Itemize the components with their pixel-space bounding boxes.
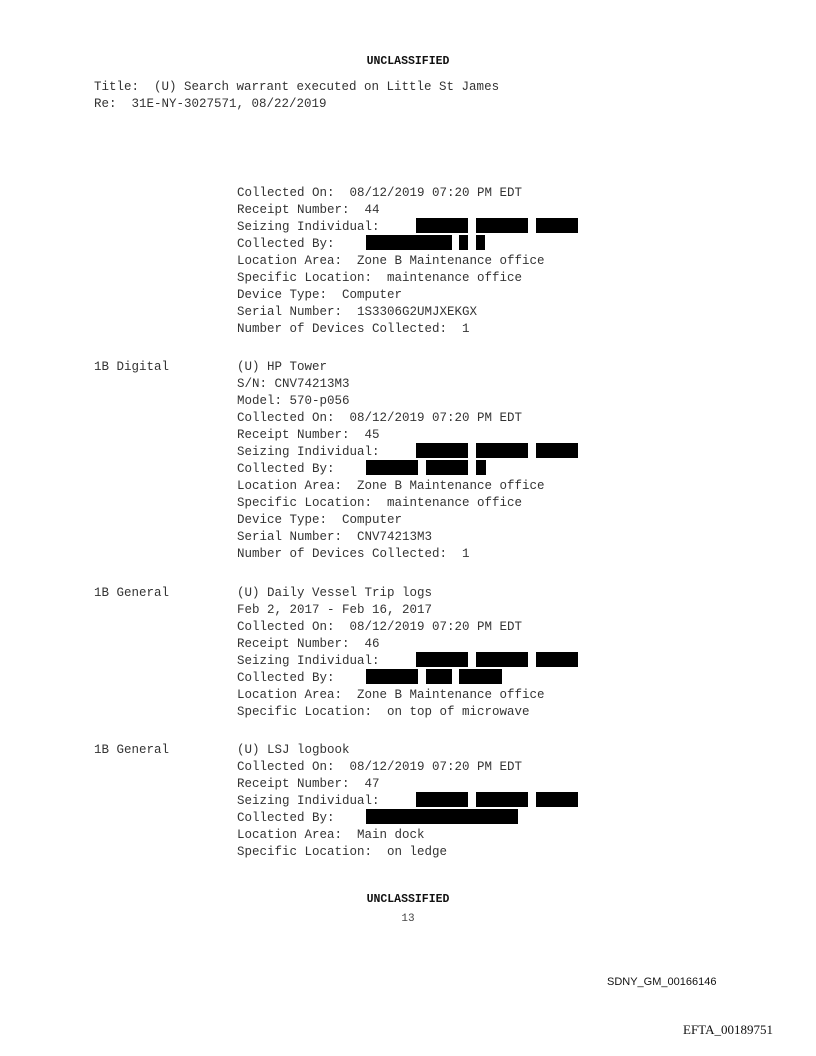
redaction-box [366, 669, 418, 684]
device-type: Device Type: Computer [237, 513, 403, 527]
bates-number: SDNY_GM_00166146 [607, 976, 717, 988]
redaction-box [536, 652, 578, 667]
efta-number: EFTA_00189751 [683, 1022, 773, 1037]
item-description: (U) LSJ logbook [237, 743, 350, 757]
redaction-box [426, 460, 468, 475]
document-reference: Re: 31E-NY-3027571, 08/22/2019 [94, 97, 327, 111]
receipt-number: Receipt Number: 45 [237, 428, 380, 442]
specific-location: Specific Location: maintenance office [237, 271, 523, 285]
location-area: Location Area: Main dock [237, 828, 425, 842]
item-category: 1B General [94, 743, 170, 757]
redaction-box [476, 652, 528, 667]
collected-on: Collected On: 08/12/2019 07:20 PM EDT [237, 186, 523, 200]
receipt-number: Receipt Number: 46 [237, 637, 380, 651]
redaction-box [426, 669, 452, 684]
page-number: 13 [401, 913, 415, 925]
collected-on: Collected On: 08/12/2019 07:20 PM EDT [237, 411, 523, 425]
specific-location: Specific Location: on top of microwave [237, 705, 530, 719]
item-serial: S/N: CNV74213M3 [237, 377, 350, 391]
redaction-box [459, 235, 468, 250]
number-of-devices: Number of Devices Collected: 1 [237, 547, 470, 561]
seizing-individual-label: Seizing Individual: [237, 794, 380, 808]
seizing-individual-label: Seizing Individual: [237, 445, 380, 459]
device-type: Device Type: Computer [237, 288, 403, 302]
collected-by-label: Collected By: [237, 811, 335, 825]
item-description: (U) Daily Vessel Trip logs [237, 586, 433, 600]
redaction-box [476, 218, 528, 233]
seizing-individual-label: Seizing Individual: [237, 654, 380, 668]
classification-header: UNCLASSIFIED [366, 55, 450, 68]
item-date-range: Feb 2, 2017 - Feb 16, 2017 [237, 603, 433, 617]
redaction-box [476, 460, 486, 475]
redaction-box [366, 460, 418, 475]
collected-by-label: Collected By: [237, 462, 335, 476]
item-category: 1B Digital [94, 360, 170, 374]
serial-number: Serial Number: 1S3306G2UMJXEKGX [237, 305, 478, 319]
collected-on: Collected On: 08/12/2019 07:20 PM EDT [237, 620, 523, 634]
location-area: Location Area: Zone B Maintenance office [237, 254, 545, 268]
specific-location: Specific Location: on ledge [237, 845, 448, 859]
location-area: Location Area: Zone B Maintenance office [237, 688, 545, 702]
receipt-number: Receipt Number: 47 [237, 777, 380, 791]
redaction-box [536, 443, 578, 458]
document-title: Title: (U) Search warrant executed on Little St James [94, 80, 500, 94]
redaction-box [416, 218, 468, 233]
item-description: (U) HP Tower [237, 360, 328, 374]
redaction-box [366, 809, 518, 824]
receipt-number: Receipt Number: 44 [237, 203, 380, 217]
collected-by-label: Collected By: [237, 237, 335, 251]
redaction-box [416, 652, 468, 667]
collected-on: Collected On: 08/12/2019 07:20 PM EDT [237, 760, 523, 774]
number-of-devices: Number of Devices Collected: 1 [237, 322, 470, 336]
redaction-box [416, 792, 468, 807]
item-model: Model: 570-p056 [237, 394, 350, 408]
redaction-box [536, 792, 578, 807]
item-category: 1B General [94, 586, 170, 600]
redaction-box [476, 235, 485, 250]
redaction-box [476, 792, 528, 807]
redaction-box [536, 218, 578, 233]
redaction-box [366, 235, 452, 250]
location-area: Location Area: Zone B Maintenance office [237, 479, 545, 493]
collected-by-label: Collected By: [237, 671, 335, 685]
seizing-individual-label: Seizing Individual: [237, 220, 380, 234]
redaction-box [476, 443, 528, 458]
specific-location: Specific Location: maintenance office [237, 496, 523, 510]
classification-footer: UNCLASSIFIED [366, 893, 450, 906]
redaction-box [459, 669, 502, 684]
redaction-box [416, 443, 468, 458]
serial-number: Serial Number: CNV74213M3 [237, 530, 433, 544]
